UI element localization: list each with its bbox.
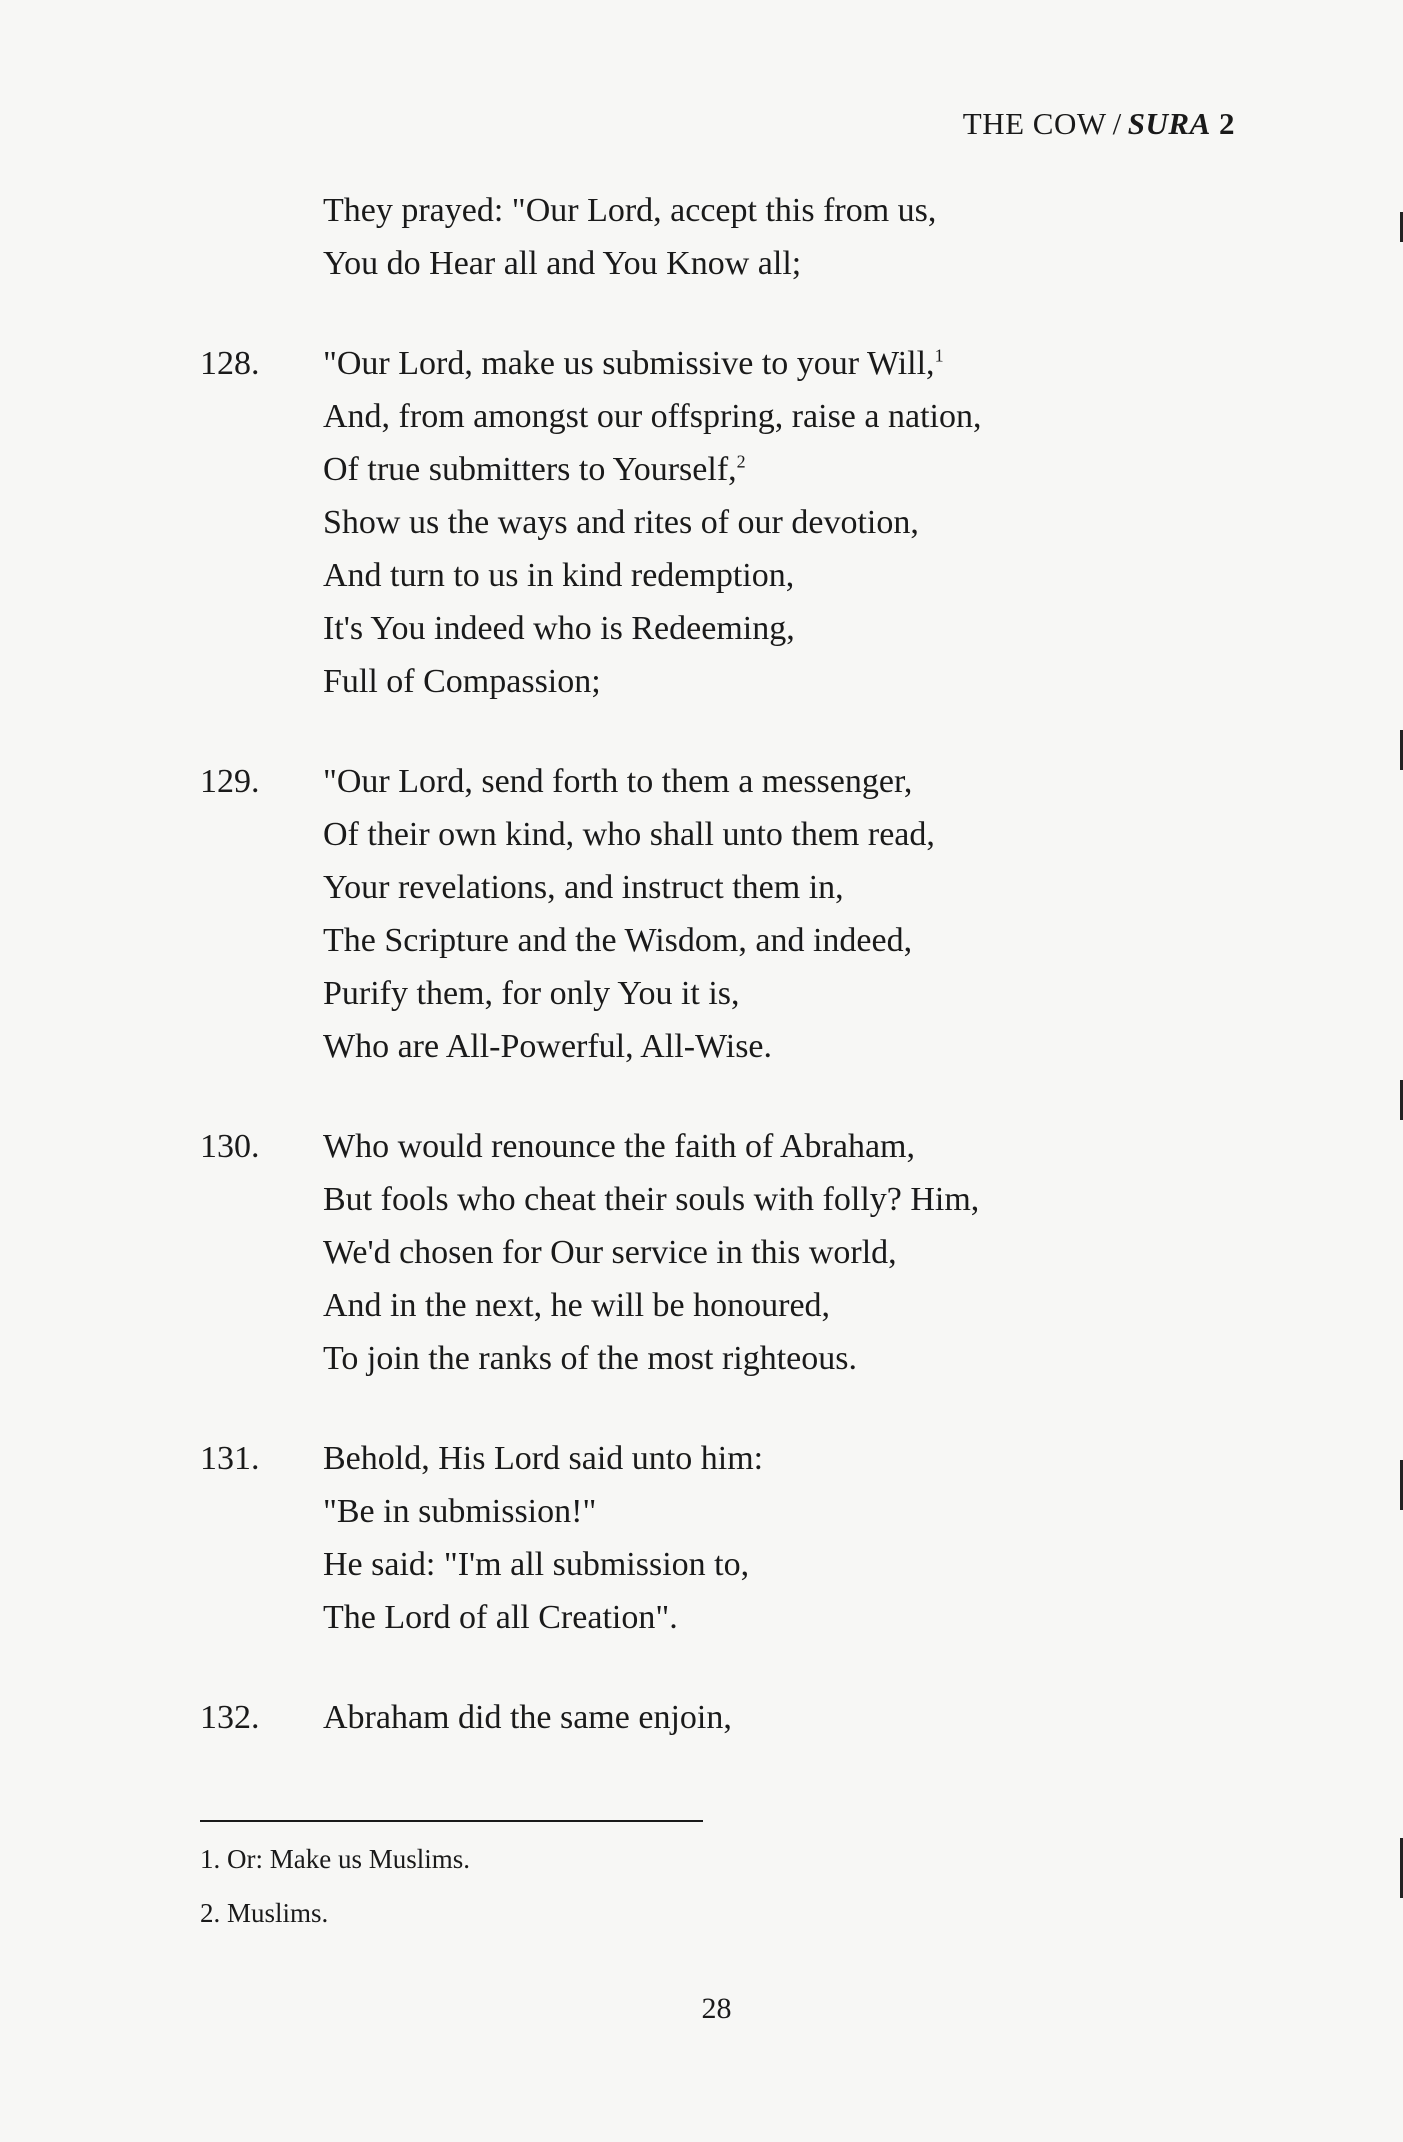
verse-line <box>323 237 1100 290</box>
verse-line <box>323 914 1100 967</box>
verse-line-text: You do Hear all and You Know all; <box>323 245 802 282</box>
verse <box>200 184 1100 290</box>
verse-line <box>323 808 1100 861</box>
verse-line <box>323 1332 1100 1385</box>
verse-line <box>323 861 1100 914</box>
verse-line <box>323 967 1100 1020</box>
verse-number <box>200 184 323 290</box>
verse-line-text: Show us the ways and rites of our devotion, <box>323 504 919 541</box>
verse-line-text: And in the next, he will be honoured, <box>323 1287 831 1324</box>
verse-number: 132. <box>200 1699 260 1736</box>
footnote: 2. Muslims. <box>200 1898 329 1928</box>
verse-line <box>323 1485 1100 1538</box>
verse-line-text: Behold, His Lord said unto him: <box>323 1440 764 1477</box>
verse-line-text: To join the ranks of the most righteous. <box>323 1340 857 1377</box>
verse-line <box>323 337 1100 390</box>
verse-line-text: They prayed: "Our Lord, accept this from us, <box>323 192 937 229</box>
footnote: 1. Or: Make us Muslims. <box>200 1844 470 1874</box>
verse-text-block <box>200 184 1100 1791</box>
verse-line-text: "Be in submission!" <box>323 1493 597 1530</box>
verse-line-text: Abraham did the same enjoin, <box>323 1699 732 1736</box>
verse-number: 128. <box>200 345 260 382</box>
verse-line-text: Who would renounce the faith of Abraham, <box>323 1128 915 1165</box>
verse-line <box>323 755 1100 808</box>
verse <box>200 1691 1100 1744</box>
verse-line <box>323 1226 1100 1279</box>
verse-line-text: Your revelations, and instruct them in, <box>323 869 844 906</box>
verse-lines <box>323 1120 1100 1385</box>
running-head-separator: / <box>1112 106 1122 141</box>
verse-lines <box>323 1691 1100 1744</box>
footnote-marker: 1 <box>934 345 944 366</box>
verse-number: 129. <box>200 763 260 800</box>
running-head-sura-number: 2 <box>1219 106 1235 141</box>
verse-line-text: Of their own kind, who shall unto them read, <box>323 816 935 853</box>
verse <box>200 1120 1100 1385</box>
verse-line-text: Who are All-Powerful, All-Wise. <box>323 1028 773 1065</box>
page-number: 28 <box>701 1992 732 2025</box>
verse-line <box>323 655 1100 708</box>
verse-lines <box>323 755 1100 1073</box>
verse-line <box>323 390 1100 443</box>
running-head-title: THE COW <box>962 106 1107 141</box>
verse-lines <box>323 1432 1100 1644</box>
verse-line <box>323 1432 1100 1485</box>
verse-number: 130. <box>200 1128 260 1165</box>
verse-line <box>323 1538 1100 1591</box>
footnote-rule <box>200 1820 703 1822</box>
verse-line-text: We'd chosen for Our service in this world, <box>323 1234 897 1271</box>
verse <box>200 755 1100 1073</box>
verse-line <box>323 1173 1100 1226</box>
verse <box>200 337 1100 708</box>
verse-line-text: And turn to us in kind redemption, <box>323 557 795 594</box>
verse-line <box>323 443 1100 496</box>
running-head <box>963 106 1235 142</box>
verse-line-text: But fools who cheat their souls with folly? Him, <box>323 1181 980 1218</box>
verse-lines <box>323 184 1100 290</box>
verse-line <box>323 1120 1100 1173</box>
verse-line-text: And, from amongst our offspring, raise a nation, <box>323 398 982 435</box>
running-head-sura-label: SURA <box>1127 106 1211 141</box>
verse-line-text: Of true submitters to Yourself, <box>323 451 737 488</box>
verse-number: 131. <box>200 1440 260 1477</box>
verse-lines <box>323 337 1100 708</box>
verse-line-text: He said: "I'm all submission to, <box>323 1546 750 1583</box>
verse-line <box>323 1020 1100 1073</box>
verse-line <box>323 1691 1100 1744</box>
verse-line-text: Full of Compassion; <box>323 663 601 700</box>
verse-line <box>323 549 1100 602</box>
verse-line-text: The Scripture and the Wisdom, and indeed, <box>323 922 913 959</box>
verse <box>200 1432 1100 1644</box>
verse-line <box>323 1591 1100 1644</box>
footnote-marker: 2 <box>736 451 746 472</box>
verse-line-text: "Our Lord, make us submissive to your Will, <box>323 345 935 382</box>
verse-line <box>323 602 1100 655</box>
footnotes <box>200 1832 470 1940</box>
verse-line <box>323 1279 1100 1332</box>
verse-line-text: It's You indeed who is Redeeming, <box>323 610 795 647</box>
verse-line <box>323 184 1100 237</box>
verse-line-text: Purify them, for only You it is, <box>323 975 740 1012</box>
verse-line <box>323 496 1100 549</box>
verse-line-text: "Our Lord, send forth to them a messenger, <box>323 763 913 800</box>
verse-line-text: The Lord of all Creation". <box>323 1599 678 1636</box>
